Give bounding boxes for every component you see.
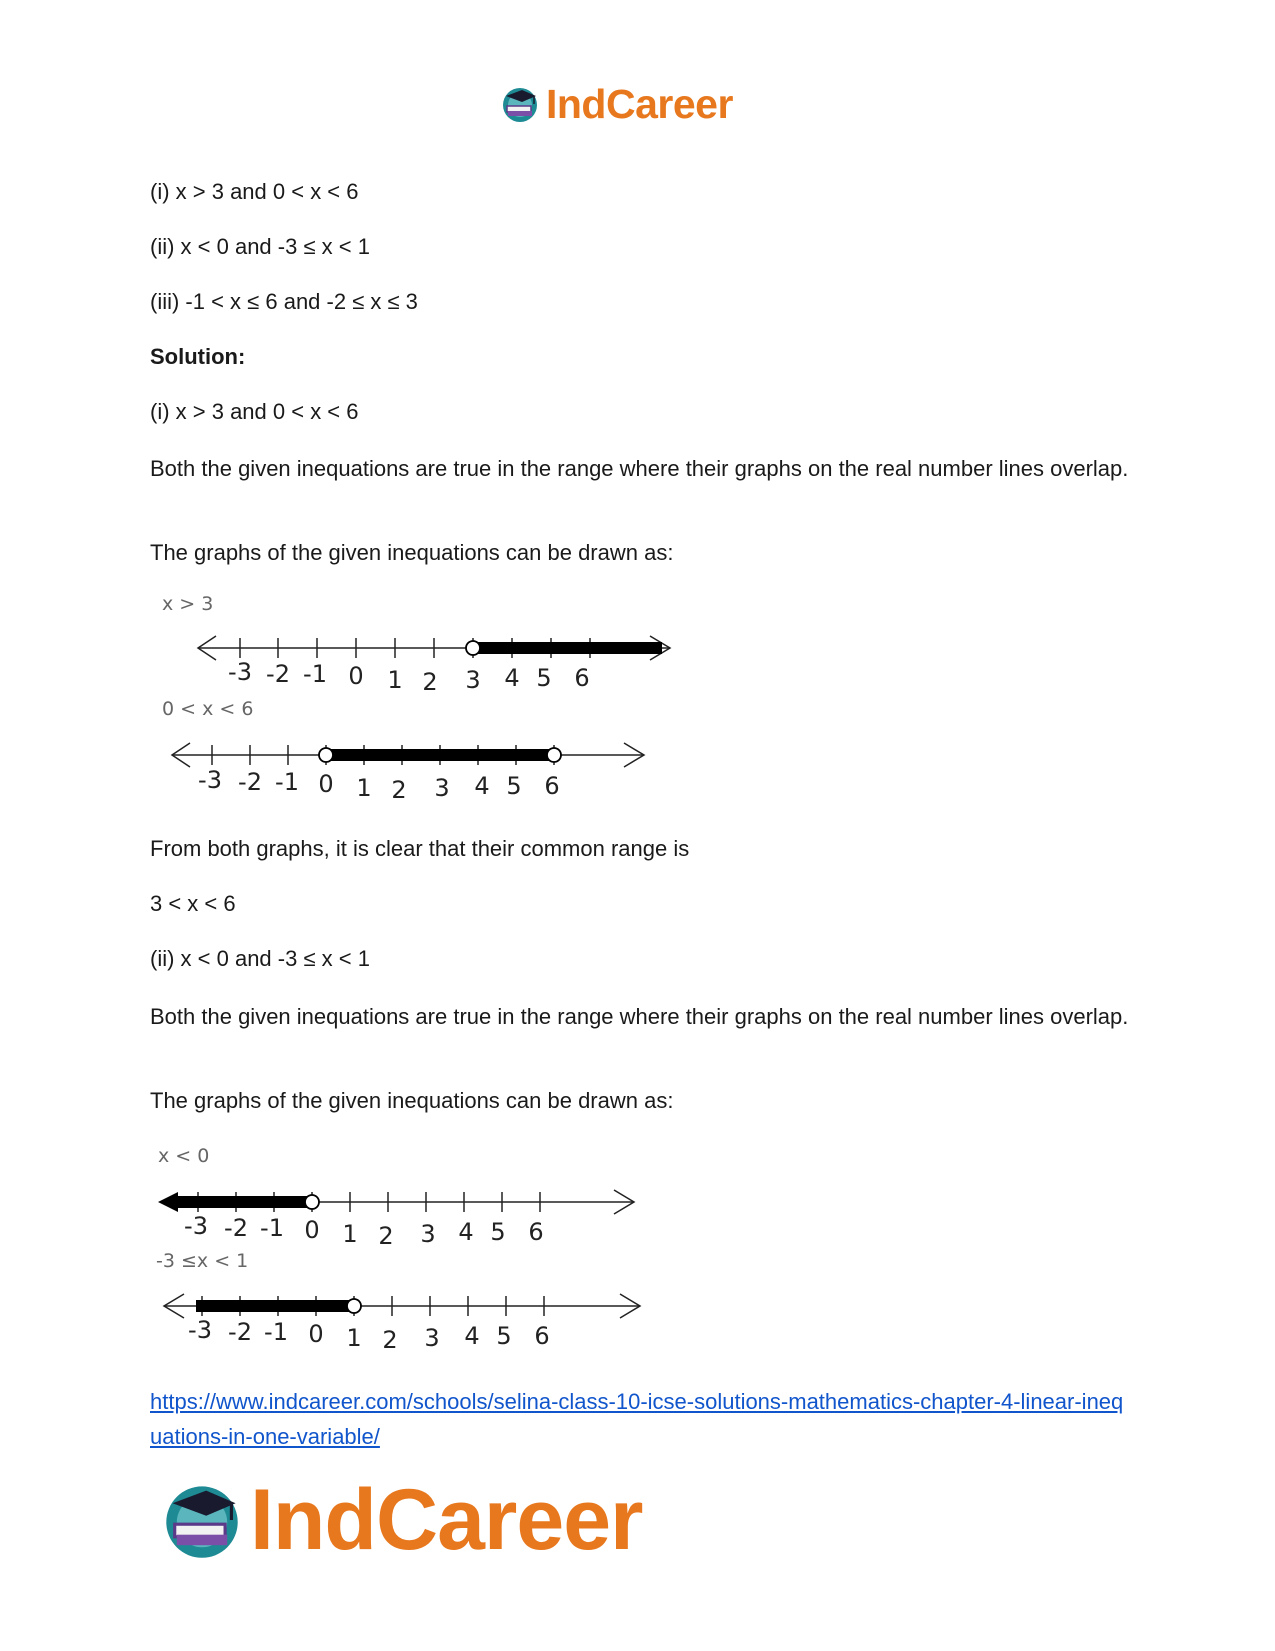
svg-text:4: 4: [458, 1218, 474, 1246]
brand-name: IndCareer: [250, 1471, 643, 1568]
svg-text:2: 2: [422, 668, 438, 696]
graph-a-label: x < 0: [158, 1145, 210, 1167]
svg-text:-3: -3: [188, 1316, 212, 1344]
graph-b-label: -3 ≤x < 1: [156, 1250, 249, 1272]
question-3: (iii) -1 < x ≤ 6 and -2 ≤ x ≤ 3: [150, 289, 418, 314]
svg-text:6: 6: [534, 1322, 550, 1350]
tick-labels: [184, 1212, 544, 1250]
number-line-1: [198, 636, 670, 696]
svg-text:-3: -3: [184, 1212, 208, 1240]
graph-b-label: 0 < x < 6: [162, 698, 254, 720]
part2-heading: (ii) x < 0 and -3 ≤ x < 1: [150, 946, 370, 971]
footer-source-link[interactable]: https://www.indcareer.com/schools/selina-class-10-icse-solutions-mathematics-chapter-4-linear-inequations-in-one-variable/: [150, 1389, 1124, 1449]
svg-text:-1: -1: [260, 1214, 284, 1242]
tick-labels: [228, 658, 590, 696]
open-endpoint-icon: [319, 748, 333, 762]
svg-text:3: 3: [424, 1324, 440, 1352]
part2-graphs-intro: The graphs of the given inequations can be drawn as:: [150, 1088, 674, 1113]
graduation-cap-book-icon: [160, 1478, 244, 1562]
svg-text:-1: -1: [303, 660, 327, 688]
svg-text:5: 5: [536, 664, 552, 692]
question-2: (ii) x < 0 and -3 ≤ x < 1: [150, 234, 370, 259]
solution-heading: Solution:: [150, 344, 246, 369]
open-endpoint-icon: [347, 1299, 361, 1313]
svg-text:-3: -3: [228, 658, 252, 686]
part1-answer: 3 < x < 6: [150, 891, 236, 916]
svg-text:-1: -1: [275, 768, 299, 796]
svg-text:0: 0: [308, 1320, 324, 1348]
svg-text:6: 6: [544, 772, 560, 800]
svg-text:-2: -2: [238, 768, 262, 796]
svg-text:3: 3: [420, 1220, 436, 1248]
svg-text:2: 2: [391, 776, 407, 804]
svg-text:1: 1: [346, 1324, 362, 1352]
svg-text:3: 3: [465, 666, 481, 694]
svg-text:-3: -3: [198, 766, 222, 794]
part1-overlap-text: Both the given inequations are true in the range where their graphs on the real number lines overlap.: [150, 456, 1129, 481]
part1-heading: (i) x > 3 and 0 < x < 6: [150, 399, 359, 424]
tick-labels: [198, 766, 560, 804]
brand-name: IndCareer: [546, 80, 733, 127]
open-endpoint-icon: [547, 748, 561, 762]
svg-text:1: 1: [342, 1220, 358, 1248]
part2-overlap-text: Both the given inequations are true in the range where their graphs on the real number lines overlap.: [150, 1004, 1129, 1029]
graduation-cap-book-icon: [500, 84, 540, 124]
svg-text:0: 0: [318, 770, 334, 798]
number-line-2: [172, 743, 644, 804]
part1-graphs-intro: The graphs of the given inequations can be drawn as:: [150, 540, 674, 565]
part1-number-lines: [150, 590, 690, 815]
number-line-3: [158, 1190, 634, 1250]
svg-text:4: 4: [504, 664, 520, 692]
svg-text:3: 3: [434, 774, 450, 802]
svg-text:-2: -2: [266, 660, 290, 688]
svg-text:0: 0: [304, 1216, 320, 1244]
svg-text:4: 4: [474, 772, 490, 800]
part1-common-text: From both graphs, it is clear that their common range is: [150, 836, 690, 861]
svg-text:6: 6: [574, 664, 590, 692]
svg-text:5: 5: [506, 772, 522, 800]
footer-logo: [160, 1472, 643, 1568]
svg-text:0: 0: [348, 662, 364, 690]
open-endpoint-icon: [466, 641, 480, 655]
part2-number-lines: [150, 1140, 690, 1365]
tick-labels: [188, 1316, 550, 1354]
svg-text:6: 6: [528, 1218, 544, 1246]
svg-text:2: 2: [382, 1326, 398, 1354]
number-line-4: [164, 1294, 640, 1354]
filled-left-arrow-icon: [158, 1192, 178, 1212]
graph-a-label: x > 3: [162, 593, 214, 615]
question-1: (i) x > 3 and 0 < x < 6: [150, 179, 359, 204]
svg-text:1: 1: [356, 774, 372, 802]
svg-text:-2: -2: [228, 1318, 252, 1346]
open-endpoint-icon: [305, 1195, 319, 1209]
svg-text:2: 2: [378, 1222, 394, 1250]
svg-text:-1: -1: [264, 1318, 288, 1346]
svg-text:5: 5: [496, 1322, 512, 1350]
svg-text:5: 5: [490, 1218, 506, 1246]
svg-text:4: 4: [464, 1322, 480, 1350]
svg-text:1: 1: [387, 666, 403, 694]
svg-text:-2: -2: [224, 1214, 248, 1242]
header-logo: [500, 80, 733, 128]
